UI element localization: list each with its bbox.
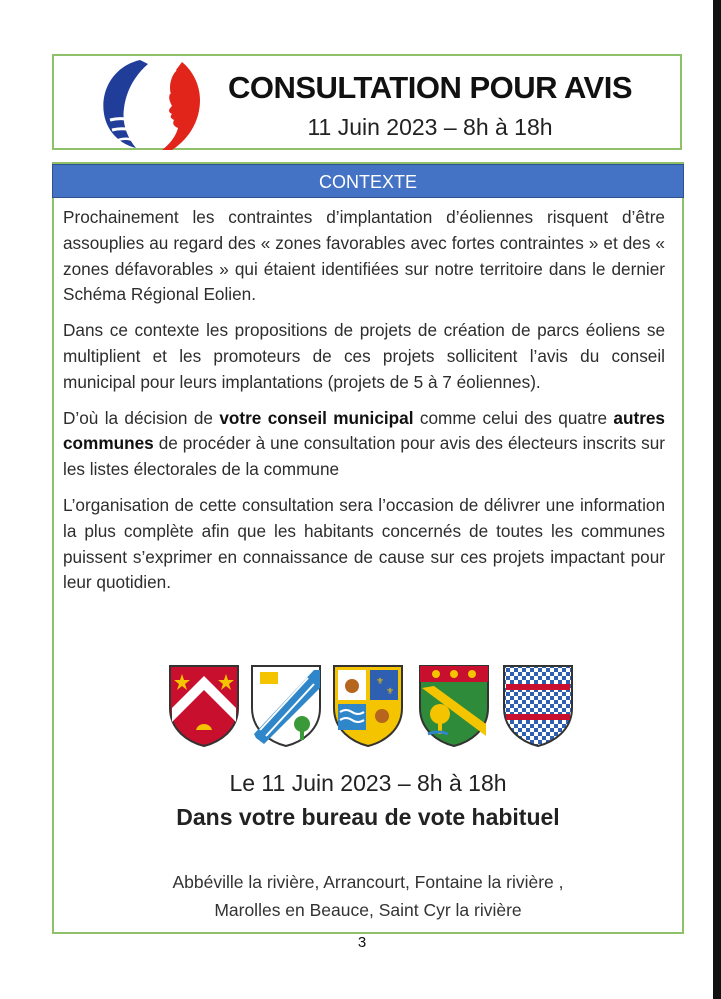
coat-of-arms-red-chevron-icon [168, 664, 240, 748]
page-subtitle: 11 Juin 2023 – 8h à 18h [307, 114, 553, 140]
paragraph-text: L’organisation de cette consultation sera l’occasion de délivrer une information la plus complète afin que les habitants concernés de toutes les communes puissent s’exprimer en connaissance de cause sur ces projets impactant pour leur quotidien. [63, 494, 665, 593]
context-paragraph [63, 406, 665, 483]
coat-of-arms-checkered-blue-red-icon [502, 664, 574, 748]
emphasis-text: votre conseil municipal [219, 407, 414, 428]
communes-line-2: Marolles en Beauce, Saint Cyr la rivière [214, 900, 522, 920]
emphasis-text: autres communes [63, 407, 665, 454]
page-title: CONSULTATION POUR AVIS [227, 70, 633, 105]
context-paragraphs [63, 205, 665, 606]
coat-of-arms-green-tree-icon [418, 664, 490, 748]
paragraph-text: de procéder à une consultation pour avis des électeurs inscrits sur les listes électorales de la commune [63, 433, 665, 480]
vote-office: Dans votre bureau de vote habituel [176, 804, 560, 830]
svg-text:⚜: ⚜ [386, 686, 395, 696]
svg-text:⚜: ⚜ [376, 676, 385, 686]
marianne-logo-icon [96, 56, 208, 152]
coat-of-arms-blue-wave-icon [250, 664, 322, 748]
paragraph-text: D’où la décision de [63, 407, 220, 428]
paragraph-text: comme celui des quatre [413, 407, 614, 428]
page-number: 3 [357, 934, 367, 951]
context-paragraph [63, 318, 665, 395]
page-edge [713, 0, 721, 999]
communes-line-1: Abbéville la rivière, Arrancourt, Fontaine la rivière , [172, 872, 564, 892]
context-paragraph [63, 205, 665, 308]
context-heading: CONTEXTE [52, 164, 684, 198]
paragraph-text: Prochainement les contraintes d’implantation d’éoliennes risquent d’être assouplies au regard des « zones favorables avec fortes contraintes » et des « zones défavorables » qui étaient identifiées sur notre territoire dans le dernier Schéma Régional Eolien. [63, 207, 665, 305]
vote-date: Le 11 Juin 2023 – 8h à 18h [229, 770, 507, 796]
context-paragraph [63, 493, 665, 596]
coats-of-arms-row [168, 664, 578, 750]
paragraph-text: Dans ce contexte les propositions de projets de création de parcs éoliens se multiplient et les promoteurs de ces projets sollicitent l’avis du conseil municipal pour leurs implantations (projets de 5 à 7 éoliennes). [63, 320, 665, 392]
communes-list [52, 868, 684, 924]
coat-of-arms-squirrels-fleur-de-lis-icon [332, 664, 404, 748]
